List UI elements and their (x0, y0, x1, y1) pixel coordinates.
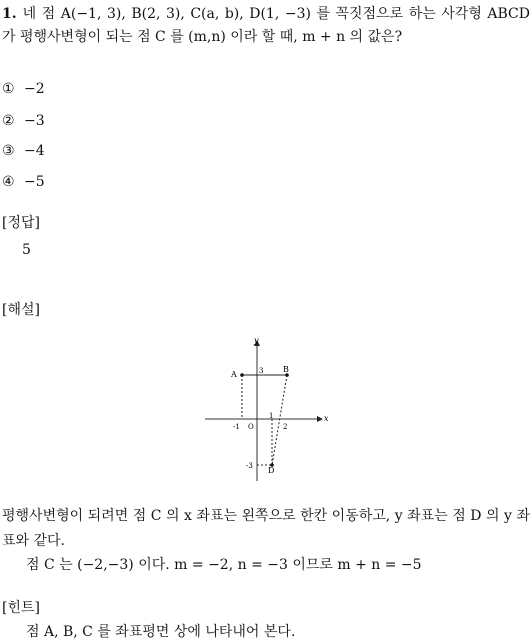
tick-x-2: 2 (283, 423, 288, 431)
point-a-label: A (231, 370, 237, 379)
coordinate-figure (200, 333, 340, 483)
point-d-label: D (268, 466, 275, 475)
hint-text: 점 A, B, C 를 좌표평면 상에 나타내어 본다. (26, 624, 296, 640)
choice-text: −2 (24, 81, 45, 97)
choice-text: −3 (24, 113, 45, 129)
choice-text: −5 (24, 174, 45, 190)
tick-y-3: 3 (259, 367, 264, 375)
choice-number: ② (2, 113, 15, 129)
choice-1[interactable] (2, 79, 45, 99)
choice-4[interactable] (2, 172, 45, 192)
question-number: 1. (2, 6, 17, 22)
explanation-line-2: 점 C 는 (−2,−3) 이다. m = −2, n = −3 이므로 m + n = −5 (26, 557, 422, 573)
choice-number: ① (2, 81, 15, 97)
explanation-label: [해설] (2, 302, 40, 318)
origin-label: O (248, 423, 254, 431)
tick-y-neg3: -3 (246, 462, 253, 470)
choice-3[interactable] (2, 141, 45, 161)
question-text: 네 점 A(−1, 3), B(2, 3), C(a, b), D(1, −3) 를 꼭짓점으로 하는 사각형 ABCD 가 평행사변형이 되는 점 C 를 (m,n) 이라 할 때, m + n 의 값은? (2, 6, 530, 45)
segment-bd (272, 375, 287, 465)
point-a-dot (240, 373, 244, 377)
hint-label: [힌트] (2, 600, 40, 616)
explanation-line-1: 평행사변형이 되려면 점 C 의 x 좌표는 왼쪽으로 한칸 이동하고, y 좌표는 점 D 의 y 좌표와 같다. (2, 508, 530, 549)
choice-text: −4 (24, 143, 45, 159)
choice-number: ③ (2, 143, 15, 159)
question (2, 3, 530, 49)
answer-label: [정답] (2, 215, 40, 231)
y-axis-label: y (254, 336, 259, 345)
choice-2[interactable] (2, 111, 45, 131)
point-b-label: B (283, 365, 289, 374)
tick-x-1: 1 (269, 412, 274, 420)
answer-value: 5 (22, 242, 31, 258)
choice-number: ④ (2, 174, 15, 190)
x-axis-label: x (324, 414, 329, 423)
tick-x-neg1: -1 (233, 423, 240, 431)
